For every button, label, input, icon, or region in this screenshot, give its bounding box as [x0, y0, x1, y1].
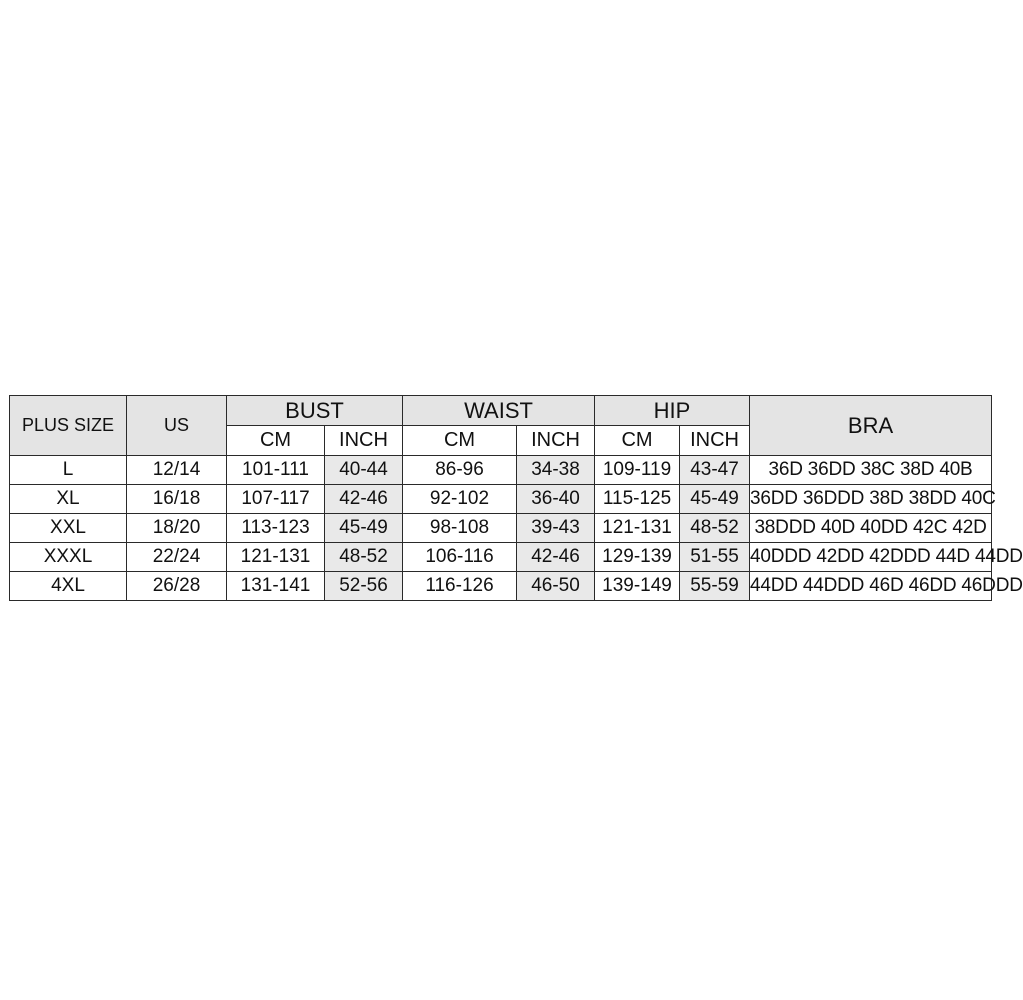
header-us: US [127, 396, 227, 456]
table-row [10, 572, 992, 601]
header-bra: BRA [750, 396, 992, 456]
header-waist-inch: INCH [517, 426, 595, 456]
cell-bra: 44DD 44DDD 46D 46DD 46DDD [750, 572, 992, 601]
cell-hip-inch: 51-55 [680, 543, 750, 572]
cell-bust-cm: 107-117 [227, 485, 325, 514]
cell-hip-inch: 43-47 [680, 456, 750, 485]
cell-waist-cm: 92-102 [403, 485, 517, 514]
table-row [10, 485, 992, 514]
cell-size: L [10, 456, 127, 485]
cell-hip-cm: 109-119 [595, 456, 680, 485]
cell-bust-inch: 48-52 [325, 543, 403, 572]
cell-us: 12/14 [127, 456, 227, 485]
cell-hip-cm: 121-131 [595, 514, 680, 543]
size-chart-table [9, 395, 1023, 601]
table-row [10, 514, 992, 543]
cell-bra: 36D 36DD 38C 38D 40B [750, 456, 992, 485]
cell-us: 18/20 [127, 514, 227, 543]
cell-hip-cm: 115-125 [595, 485, 680, 514]
cell-us: 26/28 [127, 572, 227, 601]
cell-bust-inch: 52-56 [325, 572, 403, 601]
cell-us: 16/18 [127, 485, 227, 514]
cell-bra: 36DD 36DDD 38D 38DD 40C [750, 485, 992, 514]
header-hip: HIP [595, 396, 750, 426]
cell-size: 4XL [10, 572, 127, 601]
cell-waist-inch: 34-38 [517, 456, 595, 485]
cell-bust-inch: 40-44 [325, 456, 403, 485]
cell-waist-inch: 46-50 [517, 572, 595, 601]
cell-bust-cm: 121-131 [227, 543, 325, 572]
cell-bra: 38DDD 40D 40DD 42C 42D [750, 514, 992, 543]
cell-hip-cm: 139-149 [595, 572, 680, 601]
header-bust-cm: CM [227, 426, 325, 456]
cell-us: 22/24 [127, 543, 227, 572]
cell-size: XL [10, 485, 127, 514]
cell-hip-cm: 129-139 [595, 543, 680, 572]
cell-size: XXXL [10, 543, 127, 572]
header-bust: BUST [227, 396, 403, 426]
cell-waist-inch: 42-46 [517, 543, 595, 572]
cell-waist-cm: 106-116 [403, 543, 517, 572]
cell-bust-cm: 113-123 [227, 514, 325, 543]
header-plus-size: PLUS SIZE [10, 396, 127, 456]
cell-waist-cm: 86-96 [403, 456, 517, 485]
cell-hip-inch: 45-49 [680, 485, 750, 514]
cell-waist-inch: 39-43 [517, 514, 595, 543]
header-hip-inch: INCH [680, 426, 750, 456]
cell-bra: 40DDD 42DD 42DDD 44D 44DD [750, 543, 992, 572]
cell-hip-inch: 55-59 [680, 572, 750, 601]
cell-waist-cm: 116-126 [403, 572, 517, 601]
header-waist: WAIST [403, 396, 595, 426]
header-bust-inch: INCH [325, 426, 403, 456]
cell-bust-cm: 131-141 [227, 572, 325, 601]
table-row [10, 543, 992, 572]
table-row [10, 456, 992, 485]
cell-size: XXL [10, 514, 127, 543]
header-hip-cm: CM [595, 426, 680, 456]
cell-bust-cm: 101-111 [227, 456, 325, 485]
cell-bust-inch: 42-46 [325, 485, 403, 514]
header-waist-cm: CM [403, 426, 517, 456]
cell-waist-cm: 98-108 [403, 514, 517, 543]
cell-hip-inch: 48-52 [680, 514, 750, 543]
size-chart [9, 395, 1023, 601]
cell-bust-inch: 45-49 [325, 514, 403, 543]
cell-waist-inch: 36-40 [517, 485, 595, 514]
